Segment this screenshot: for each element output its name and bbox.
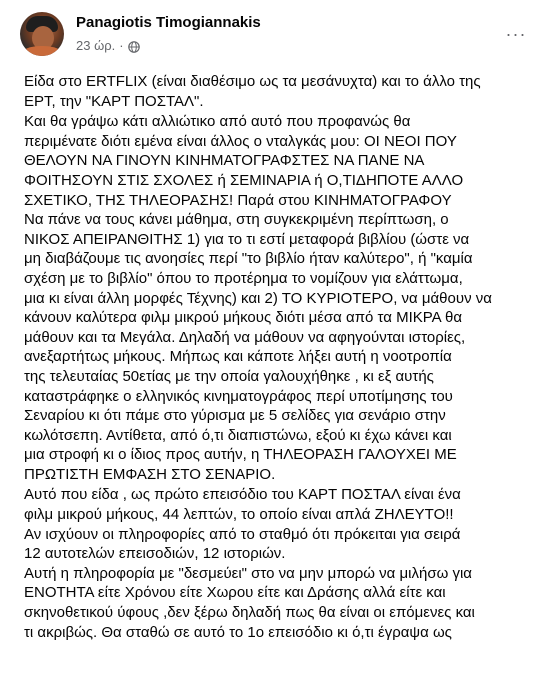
more-options-icon[interactable]: ··· [505, 23, 527, 44]
text-line: περιμένατε διότι εμένα είναι άλλος ο νταλγκάς μου: ΟΙ ΝΕΟΙ ΠΟΥ [24, 132, 457, 150]
text-line: κωλότσεπη. Αντίθετα, από ό,τι διαπιστώνω, εξού κι έχω κάνει και [24, 426, 452, 444]
text-line: μια στροφή κι ο ίδιος προς αυτήν, η ΤΗΛΕΟΡΑΣΗ ΓΑΛΟΥΧΕΙ ΜΕ [24, 446, 457, 464]
post-meta [76, 38, 140, 53]
text-line: μια κι είναι άλλη μορφές Τέχνης) και 2) ΤΟ ΚΥΡΙΟΤΕΡΟ, να μάθουν να [24, 289, 492, 307]
text-line: ΘΕΛΟΥΝ ΝΑ ΓΙΝΟΥΝ ΚΙΝΗΜΑΤΟΓΡΑΦΣΤΕΣ ΝΑ ΠΑΝΕ ΝΑ [24, 152, 425, 170]
text-line: Αυτό που είδα , ως πρώτο επεισόδιο του ΚΑΡΤ ΠΟΣΤΑΛ είναι ένα [24, 486, 461, 504]
text-line: Και θα γράψω κάτι αλλιώτικο από αυτό που προφανώς θα [24, 113, 411, 131]
text-line: σχέση με το βιβλίο" όπου το προτέρημα το νομίζουν για ελάττωμα, [24, 269, 463, 287]
text-line: μη διαβάζουμε τις ανοησίες περί "το βιβλίο ήταν καλύτερο", ή "καμία [24, 250, 473, 268]
meta-separator: · [119, 38, 124, 53]
avatar[interactable] [20, 12, 64, 56]
text-line: ΠΡΩΤΙΣΤΗ ΕΜΦΑΣΗ ΣΤΟ ΣΕΝΑΡΙΟ. [24, 465, 276, 483]
text-line: Αν ισχύουν οι πληροφορίες από το σταθμό ότι πρόκειται για σειρά [24, 525, 461, 543]
text-line: Είδα στο ERTFLIX (είναι διαθέσιμο ως τα μεσάνυχτα) και το άλλο της [24, 73, 481, 90]
post-paragraph [24, 485, 538, 642]
text-line: 12 αυτοτελών επεισοδιών, 12 ιστοριών. [24, 545, 286, 563]
text-line: ΕΡΤ, την "ΚΑΡΤ ΠΟΣΤΑΛ". [24, 92, 204, 110]
text-line: ΦΟΙΤΗΣΟΥΝ ΣΤΙΣ ΣΧΟΛΕΣ ή ΣΕΜΙΝΑΡΙΑ ή Ο,ΤΙΔΗΠΟΤΕ ΑΛΛΟ [24, 171, 464, 189]
post-paragraph [24, 72, 538, 111]
text-line: φιλμ μικρού μήκους, 44 λεπτών, το οποίο είναι απλά ΖΗΛΕΥΤΟ!! [24, 506, 454, 524]
text-line: ΕΝΟΤΗΤΑ είτε Χρόνου είτε Χωρου είτε και Δράσης αλλά είτε και [24, 584, 446, 602]
text-line: τι ακριβώς. Θα σταθώ σε αυτό το 1ο επεισόδιο κι ό,τι έγραψα ως [24, 623, 452, 641]
text-line: Να πάνε να τους κάνει μάθημα, στη συγκεκριμένη περίπτωση, ο [24, 211, 449, 229]
text-line: κάνουν καλύτερα φιλμ μικρού μήκους διότι μέσα από τα ΜΙΚΡΑ θα [24, 309, 463, 327]
text-line: ανεξαρτήτως μήκους. Μήπως και κάποτε λήξει αυτή η νοοτροπία [24, 348, 452, 366]
text-line: ΝΙΚΟΣ ΑΠΕΙΡΑΝΘΙΤΗΣ 1) για το τι εστί μεταφορά βιβλίου (ώστε να [24, 230, 470, 248]
post-paragraph [24, 112, 538, 484]
text-line: σκηνοθετικού ύφους ,δεν ξέρω δηλαδή πως θα είναι οι επόμενες και [24, 604, 475, 622]
text-line: μάθουν και τα Μεγάλα. Δηλαδή να μάθουν να αφηγούνται ιστορίες, [24, 328, 466, 346]
text-line: Αυτή η πληροφορία με "δεσμεύει" στο να μην μπορώ να μιλήσω για [24, 564, 472, 582]
text-line: ΣΧΕΤΙΚΟ, ΤΗΣ ΤΗΛΕΟΡΑΣΗΣ! Παρά στου ΚΙΝΗΜΑΤΟΓΡΑΦΟΥ [24, 191, 452, 209]
text-line: καταστράφηκε ο ελληνικός κινηματογράφος περί υποτίμησης του [24, 387, 453, 405]
text-line: της τελευταίας 50ετίας με την οποία γαλουχήθηκε , κι εξ αυτής [24, 367, 434, 385]
author-name[interactable]: Panagiotis Timogiannakis [76, 14, 261, 31]
post-header [0, 0, 554, 68]
post-time[interactable]: 23 ώρ. [76, 38, 116, 53]
globe-icon [128, 41, 140, 53]
avatar-shirt [22, 46, 62, 56]
text-line: Σεναρίου κι ότι πάμε στο γύρισμα με 5 σελίδες για σενάριο στην [24, 407, 446, 425]
post-text [24, 72, 538, 643]
